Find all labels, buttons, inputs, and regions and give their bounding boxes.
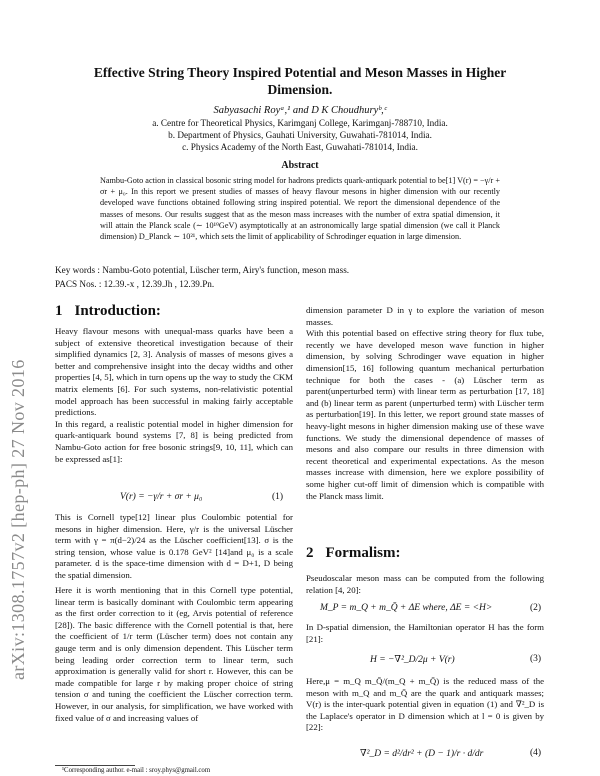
equation-1: V(r) = −γ/r + σr + μ₀ (120, 492, 203, 502)
left-column (55, 326, 293, 465)
authors: Sabyasachi Royᵃ,¹ and D K Choudhuryᵇ,ᶜ (213, 105, 387, 116)
keywords: Key words : Nambu-Goto potential, Lüscher term, Airy's function, meson mass. (55, 265, 350, 275)
pacs-numbers: PACS Nos. : 12.39.-x , 12.39.Jh , 12.39.Pn. (55, 279, 215, 289)
equation-2: M_P = m_Q + m_Q̄ + ΔE where, ΔE = <H> (320, 603, 493, 613)
section-number: 1 (55, 303, 63, 319)
intro-paragraph-1: Heavy flavour mesons with unequal-mass quarks have been a subject of extensive theoretical investigation because of their simplified dynamics [2, 3]. Analysis of masses of mesons gives a better and comprehensive insight into the decay widths and other properties [4, 5], which in turn opens up the way to study the CKM matrix elements [6]. For such systems, non-relativistic potential model approach has been successful in making fairly acceptable predictions. (55, 326, 293, 418)
section-heading-introduction (55, 303, 161, 320)
affiliation-c: c. Physics Academy of the North East, Guwahati-781014, India. (182, 142, 418, 152)
section-title: Formalism: (325, 545, 401, 561)
intro-paragraph-5: dimension parameter D in γ to explore the variation of meson masses. (306, 305, 544, 327)
abstract-heading: Abstract (281, 160, 319, 171)
footnote: ¹Corresponding author. e-mail : sroy.phys@gmail.com (62, 767, 211, 774)
left-column-cont (55, 512, 293, 582)
equation-4: ∇²_D = d²/dr² + (D − 1)/r · d/dr (360, 749, 484, 759)
equation-3-number: (3) (530, 654, 542, 664)
formalism-text-1 (306, 573, 544, 596)
formalism-text-2 (306, 622, 544, 645)
intro-paragraph-6: With this potential based on effective string theory for flux tube, recently we have developed meson wave function in higher dimension, by solving Schrodinger wave equation in higher dimension[15, 16] following quantum mechanical perturbation technique for both the cases - (a) Lüscher term as parent(unperturbed term) with linear term as perturbation [17, 18] and (b) linear term as parent (unperturbed term) with Lüscher term as perturbation[19]. In this letter, we report ground state masses of heavy-light mesons in higher dimension making use of these wave functions. We study the dimensional dependence of masses of mesons and also compare our results in three dimension with recent theoretical and experimental expectations. As the meson masses increase with dimension, here we explore possibility of some higher cut-off limit of dimension which is compatible with the Planck mass limit. (306, 328, 544, 501)
intro-paragraph-2: In this regard, a realistic potential model in higher dimension for quark-antiquark bound systems [7, 8] is being predicted from Nambu-Goto action for free bosonic strings[9, 10, 11], which can be expressed as[1]: (55, 418, 293, 464)
formalism-paragraph-2: In D-spatial dimension, the Hamiltonian operator H has the form [21]: (306, 622, 544, 644)
section-heading-formalism (306, 545, 400, 562)
paper-title: Effective String Theory Inspired Potential and Meson Masses in Higher Dimension. (93, 65, 507, 97)
equation-4-number: (4) (530, 748, 542, 758)
section-title: Introduction: (74, 303, 161, 319)
left-column-cont-2 (55, 585, 293, 724)
footnote-rule (55, 765, 135, 766)
equation-1-number: (1) (272, 492, 284, 502)
intro-paragraph-4: Here it is worth mentioning that in this Cornell type potential, linear term is basically dominant with Coulombic term appearing as the first order correction to it (eg, Arvis potential of reference [28]). The basic difference with the Cornell potential is that, here the coefficient of 1/r term (Lüscher term) does not contain any gauge term and is only dimension dependent. This Lüscher term being leading order correction term to linear term, such approximation is generally valid for short r. However, this can be made compatible for large r by making proper choice of string tension σ and tuning the coefficient the Lüscher correction term. However, in our analysis, for simplification, we have worked with fixed value of σ and increasing values of (55, 585, 293, 723)
section-number: 2 (306, 545, 314, 561)
formalism-paragraph-3: Here,μ = m_Q m_Q̄/(m_Q + m_Q̄) is the reduced mass of the meson with m_Q and m_Q̄ are the quark and antiquark masses; V(r) is the inter-quark potential given in equation (1) and ∇²_D is the Laplace's operator in D dimension which at l = 0 is given by [22]: (306, 676, 544, 733)
affiliation-a: a. Centre for Theoretical Physics, Karimganj College, Karimganj-788710, India. (152, 118, 448, 128)
abstract-text: Nambu-Goto action in classical bosonic string model for hadrons predicts quark-antiquark potential to be[1] V(r) = −γ/r + σr + μ₀. In this report we present studies of masses of heavy flavour mesons in higher dimension with our recently developed wave functions obtained following string inspired potential. We report the dimensional dependence of the masses of mesons. Our results suggest that as the meson mass increases with the number of extra spatial dimension, it will attain the Planck scale (∼ 10¹⁹GeV) asymptotically at an astronomically large spatial dimension (we call it Planck dimension) D_Planck ∼ 10²¹, which sets the limit of applicability of Schrodinger equation in large dimension. (100, 176, 500, 242)
intro-paragraph-3: This is Cornell type[12] linear plus Coulombic potential for mesons in higher dimension. Here, γ/r is the universal Lüscher term with γ = π(d−2)/24 as the Lüscher coefficient[13]. σ is the string tension, whose value is 0.178 GeV² [14]and μ₀ is a scale parameter. d is the space-time dimension with d = D+1, D being the spatial dimension. (55, 512, 293, 580)
formalism-text-3 (306, 676, 544, 734)
equation-3: H = −∇²_D/2μ + V(r) (370, 655, 455, 665)
formalism-paragraph-1: Pseudoscalar meson mass can be computed from the following relation [4, 20]: (306, 573, 544, 595)
arxiv-stamp: arXiv:1308.1757v2 [hep-ph] 27 Nov 2016 (8, 359, 28, 680)
right-column (306, 305, 544, 502)
affiliation-b: b. Department of Physics, Gauhati University, Guwahati-781014, India. (168, 130, 432, 140)
equation-2-number: (2) (530, 603, 542, 613)
